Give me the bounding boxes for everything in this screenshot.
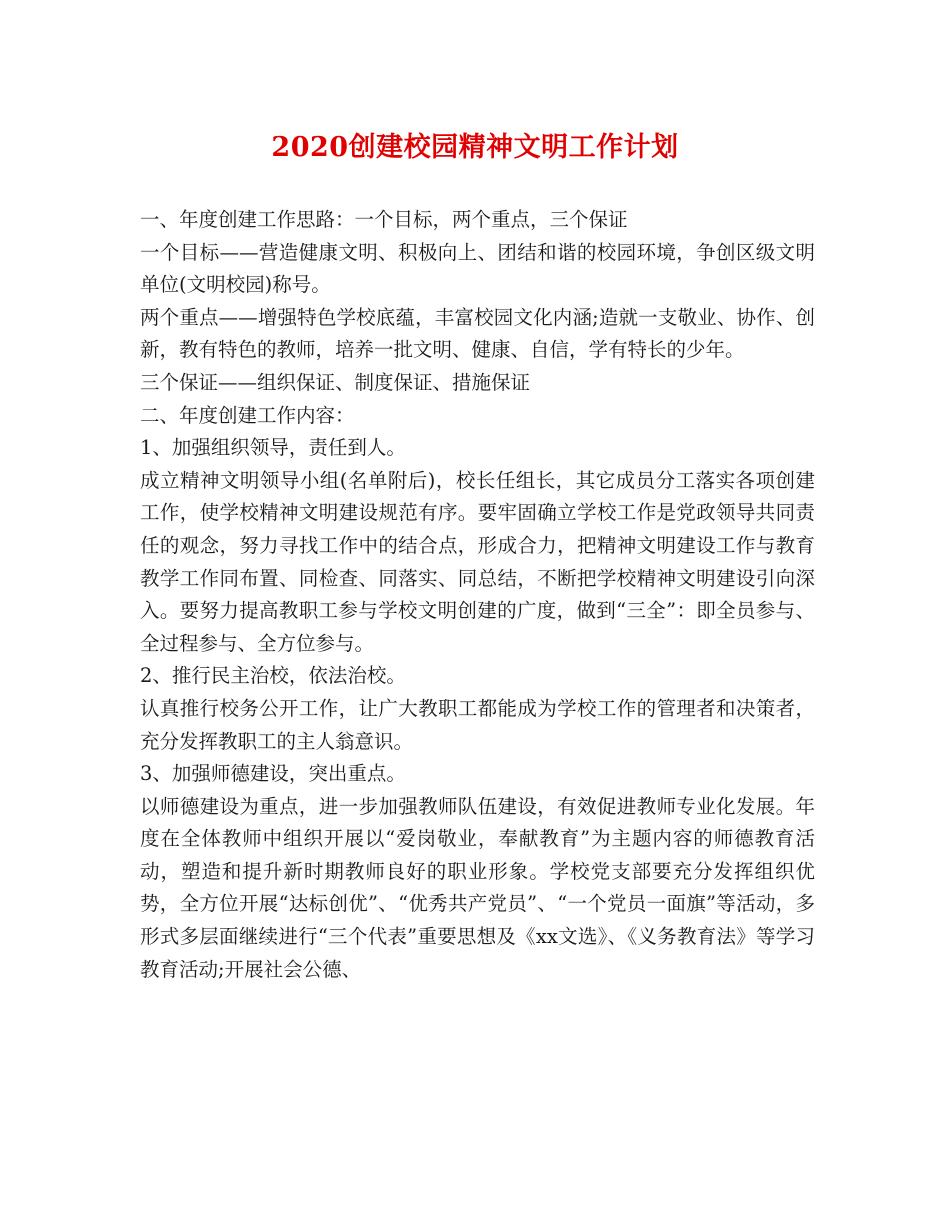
paragraph-item-1-heading: 1、加强组织领导，责任到人。 (140, 436, 406, 460)
paragraph-section-1-heading: 一、年度创建工作思路：一个目标，两个重点，三个保证 (140, 208, 628, 231)
document-body (140, 204, 815, 986)
paragraph-item-3-heading: 3、加强师德建设，突出重点。 (140, 762, 406, 786)
paragraph-one-goal: 一个目标——营造健康文明、积极向上、团结和谐的校园环境，争创区级文明单位(文明校园)称号。 (140, 240, 815, 297)
paragraph-section-2-heading: 二、年度创建工作内容： (140, 403, 355, 427)
paragraph-item-3-body: 以师德建设为重点，进一步加强教师队伍建设，有效促进教师专业化发展。年度在全体教师中组织开展以“爱岗敬业，奉献教育”为主题内容的师德教育活动，塑造和提升新时期教师良好的职业形象。学校党支部要充分发挥组织优势，全方位开展“达标创优”、“优秀共产党员”、“一个党员一面旗”等活动，多形式多层面继续进行“三个代表”重要思想及《xx文选》、《义务教育法》等学习教育活动;开展社会公德、 (140, 794, 815, 981)
document-title: 2020创建校园精神文明工作计划 (271, 132, 679, 163)
paragraph-three-guarantees: 三个保证——组织保证、制度保证、措施保证 (140, 370, 531, 394)
paragraph-two-focuses: 两个重点——增强特色学校底蕴，丰富校园文化内涵;造就一支敬业、协作、创新，教有特色的教师，培养一批文明、健康、自信，学有特长的少年。 (140, 305, 815, 362)
paragraph-item-2-heading: 2、推行民主治校，依法治校。 (140, 664, 406, 688)
paragraph-item-2-body: 认真推行校务公开工作，让广大教职工都能成为学校工作的管理者和决策者，充分发挥教职工的主人翁意识。 (140, 696, 815, 753)
paragraph-item-1-body: 成立精神文明领导小组(名单附后)，校长任组长，其它成员分工落实各项创建工作，使学校精神文明建设规范有序。要牢固确立学校工作是党政领导共同责任的观念，努力寻找工作中的结合点，形成合力，把精神文明建设工作与教育教学工作同布置、同检查、同落实、同总结，不断把学校精神文明建设引向深入。要努力提高教职工参与学校文明创建的广度，做到“三全”：即全员参与、全过程参与、全方位参与。 (140, 468, 815, 655)
